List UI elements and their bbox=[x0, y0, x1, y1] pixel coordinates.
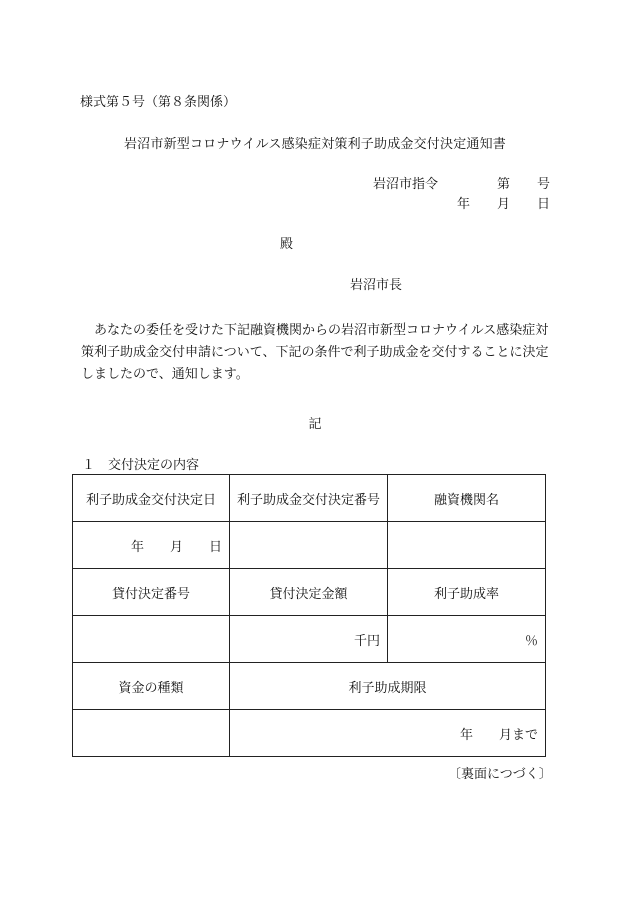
date-day-label: 日 bbox=[537, 197, 551, 212]
loan-number-cell[interactable] bbox=[73, 616, 230, 663]
table-row bbox=[73, 710, 546, 757]
deadline-year: 年 bbox=[459, 727, 473, 743]
deadline-until: 月まで bbox=[499, 727, 539, 743]
addressee-suffix: 殿 bbox=[280, 237, 294, 252]
ki-marker: 記 bbox=[308, 417, 322, 432]
section-heading: １ 交付決定の内容 bbox=[82, 458, 200, 473]
date-month-label: 月 bbox=[497, 197, 511, 212]
header-financial-institution: 融資機関名 bbox=[388, 475, 546, 522]
rate-unit: ％ bbox=[525, 633, 539, 649]
number-suffix: 号 bbox=[537, 177, 551, 192]
header-subsidy-deadline: 利子助成期限 bbox=[230, 663, 546, 710]
table-row bbox=[73, 569, 546, 616]
form-number: 様式第５号（第８条関係） bbox=[80, 95, 237, 110]
header-fund-type: 資金の種類 bbox=[73, 663, 230, 710]
decision-month: 月 bbox=[169, 539, 183, 555]
date-year-label: 年 bbox=[457, 197, 471, 212]
fund-type-cell[interactable] bbox=[73, 710, 230, 757]
header-decision-date: 利子助成金交付決定日 bbox=[73, 475, 230, 522]
institution-name-cell[interactable] bbox=[388, 522, 546, 569]
number-prefix: 第 bbox=[497, 177, 511, 192]
amount-unit: 千円 bbox=[354, 633, 381, 649]
deadline-cell[interactable] bbox=[230, 710, 546, 757]
table-row bbox=[73, 663, 546, 710]
table-row bbox=[73, 475, 546, 522]
table-row bbox=[73, 522, 546, 569]
header-subsidy-rate: 利子助成率 bbox=[388, 569, 546, 616]
header-loan-number: 貸付決定番号 bbox=[73, 569, 230, 616]
header-decision-number: 利子助成金交付決定番号 bbox=[230, 475, 388, 522]
sender-name: 岩沼市長 bbox=[350, 278, 403, 293]
header-loan-amount: 貸付決定金額 bbox=[230, 569, 388, 616]
document-title: 岩沼市新型コロナウイルス感染症対策利子助成金交付決定通知書 bbox=[123, 137, 507, 152]
subsidy-rate-cell[interactable] bbox=[388, 616, 546, 663]
table-row bbox=[73, 616, 546, 663]
decision-table bbox=[72, 474, 546, 757]
body-paragraph: あなたの委任を受けた下記融資機関からの岩沼市新型コロナウイルス感染症対策利子助成金交付申請について、下記の条件で利子助成金を交付することに決定しましたので、通知します。 bbox=[81, 323, 549, 382]
continued-note: 〔裏面につづく〕 bbox=[448, 767, 552, 782]
issuer-label: 岩沼市指令 bbox=[373, 177, 439, 192]
decision-day: 日 bbox=[208, 539, 222, 555]
decision-date-cell[interactable] bbox=[73, 522, 230, 569]
loan-amount-cell[interactable] bbox=[230, 616, 388, 663]
decision-number-cell[interactable] bbox=[230, 522, 388, 569]
decision-year: 年 bbox=[130, 539, 144, 555]
